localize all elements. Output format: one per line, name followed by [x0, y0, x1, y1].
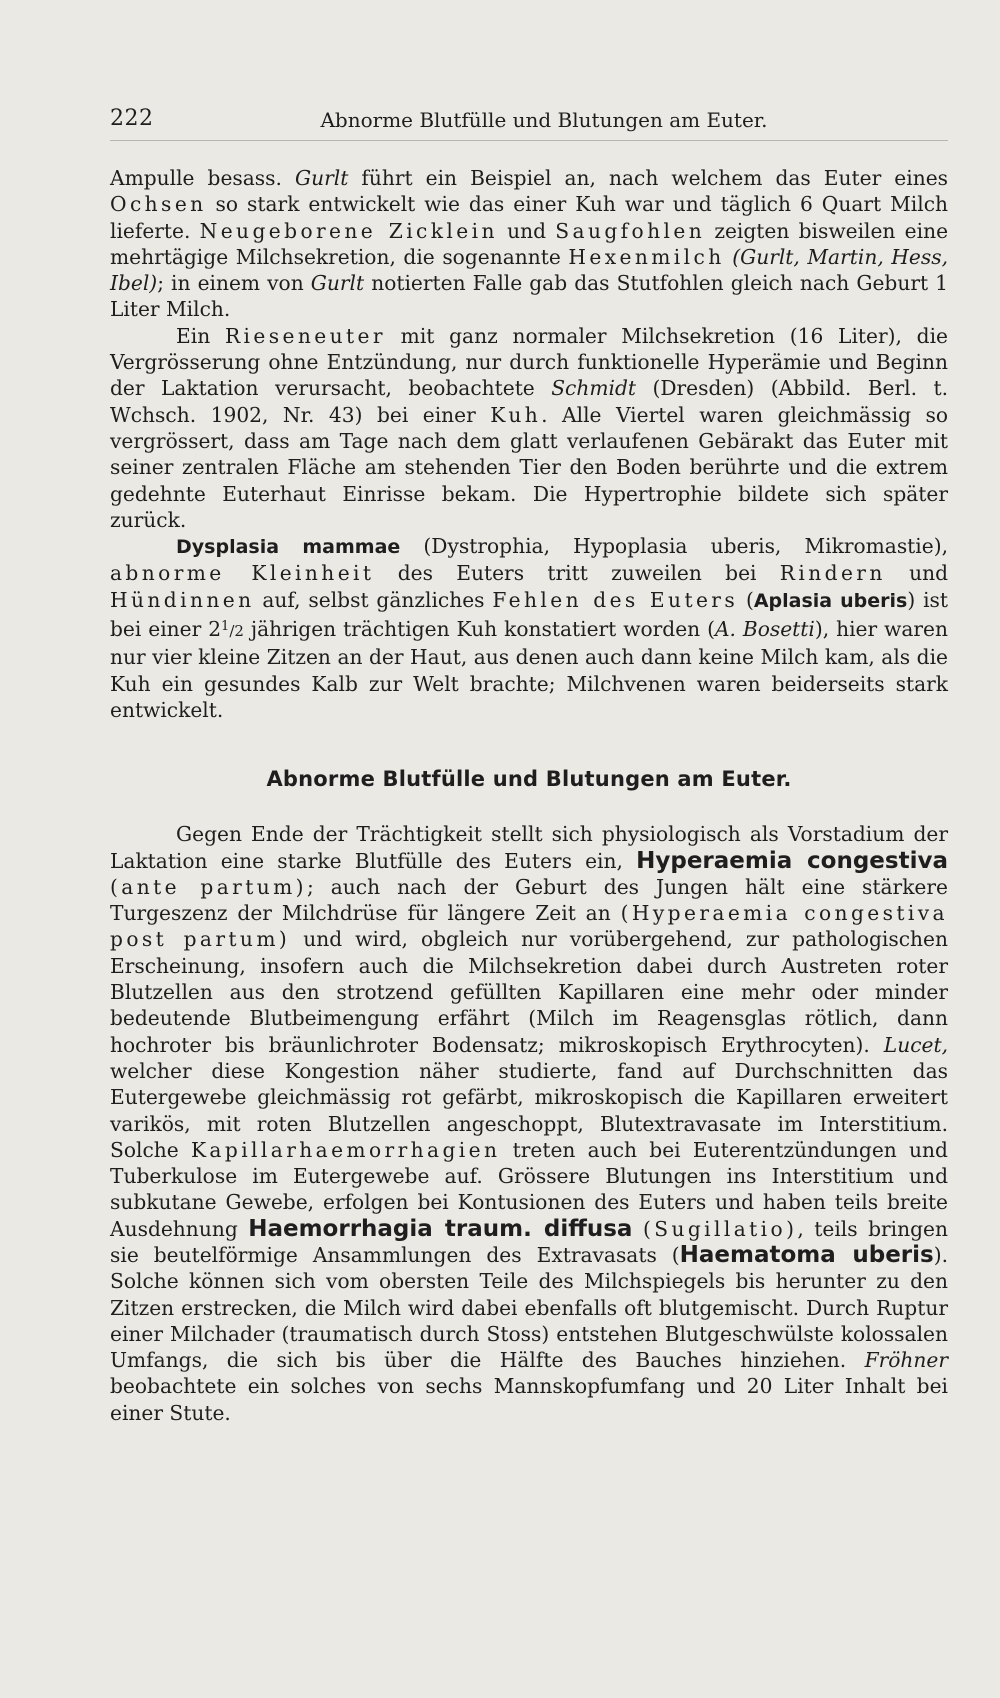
text-run: ). Solche können sich vom obersten Teile des Milchspiegels bis herunter zu den Zitzen erstrecken, die Milch wird dabei ebenfalls oft blutgemischt. Durch Ruptur einer Milchader (traumatisch durch Stoss) entstehen Blutgeschwülste kolossalen Umfangs, die sich bis über die Hälfte des Bauches hinziehen. — [110, 1242, 949, 1373]
text-run: Gegen Ende der Trächtigkeit stellt sich physiologisch als Vorstadium der Laktation eine starke Blutfülle des Euters ein, — [110, 822, 948, 873]
text-run: ), hier waren nur vier kleine Zitzen an der Haut, aus denen auch dann keine Milch kam, als die Kuh ein gesundes Kalb zur Welt brachte; Milchvenen waren beiderseits stark entwickelt. — [110, 617, 948, 722]
text-run: und — [497, 218, 556, 243]
bold-term: Haematoma uberis — [679, 1241, 934, 1268]
author-name: Fröhner — [864, 1348, 948, 1373]
fraction-whole: 2 — [208, 617, 222, 642]
text-run: des Euters tritt zuweilen bei — [374, 561, 780, 586]
spaced-term: Kuh — [490, 402, 542, 427]
author-name: A. Bosetti — [714, 617, 815, 642]
fraction-denominator: /2 — [229, 622, 244, 641]
text-run: (Dystrophia, Hypoplasia uberis, Mikromastie), — [400, 534, 948, 559]
text-run: führt ein Beispiel an, nach welchem das Euter eines — [348, 166, 949, 190]
paragraph-3 — [110, 533, 948, 723]
section-heading: Abnorme Blutfülle und Blutungen am Euter. — [266, 767, 792, 792]
fraction — [221, 619, 244, 641]
page-header — [110, 104, 948, 141]
spaced-term: Ochsen — [110, 192, 207, 217]
text-run: notierten Falle gab das Stutfohlen gleich nach Geburt 1 Liter Milch. — [110, 271, 948, 322]
text-run: und wird, obgleich nur vorübergehend, zur pathologischen Erscheinung, insofern auch die Milchsekretion dabei durch Austreten roter Blutzellen aus den strotzend gefüllten Kapillaren eine mehr oder minder bedeutende Blutbeimengung erfährt (Milch im Reagensglas rötlich, dann hochroter bis bräunlichroter Bodensatz; mikroskopisch Erythrocyten). — [110, 927, 949, 1057]
spaced-term: abnorme Kleinheit — [110, 561, 375, 586]
author-name: Gurlt — [294, 166, 349, 190]
text-run: zeigten bisweilen eine mehrtägige Milchsekretion, die sogenannte — [110, 218, 949, 269]
text-run: welcher diese Kongestion näher studierte, fand auf Durchschnitten das Eutergewebe gleichmässig rot gefärbt, mikroskopisch die Kapillaren erweitert varikös, mit roten Blutzellen angeschoppt, Blutextravasate im Interstitium. Solche — [110, 1058, 948, 1162]
text-run: beobachtete ein solches von sechs Mannskopfumfang und 20 Liter Inhalt bei einer Stute. — [110, 1374, 948, 1425]
bold-term: Dysplasia mammae — [176, 536, 401, 559]
bold-term: Haemorrhagia traum. diffusa — [248, 1215, 633, 1242]
text-run: ; in einem von — [157, 271, 311, 296]
running-title: Abnorme Blutfülle und Blutungen am Euter. — [320, 108, 768, 132]
spaced-term: Neugeborene Zicklein — [199, 218, 498, 243]
spaced-term: (ante partum) — [110, 874, 307, 899]
fraction-numerator: 1 — [221, 619, 230, 635]
spaced-term: Fehlen des Euters — [492, 587, 739, 612]
text-run: mit ganz normaler Milchsekretion (16 Liter), die Vergrösserung ohne Entzündung, nur durch funktionelle Hyperämie und Beginn der Laktation verursacht, beobachtete — [110, 323, 948, 401]
author-name: Schmidt — [551, 376, 636, 401]
text-run — [632, 1217, 642, 1241]
body-text — [110, 165, 948, 1426]
text-run: und — [885, 561, 948, 586]
spaced-term: (Sugillatio) — [642, 1216, 798, 1241]
text-run: Ampulle besass. — [110, 166, 295, 190]
spaced-term: Kapillarhaemorrhagien — [190, 1137, 501, 1162]
text-run: Ein — [176, 323, 225, 348]
page-number: 222 — [110, 106, 154, 131]
author-name: Lucet, — [883, 1032, 948, 1057]
spaced-term: Saugfohlen — [555, 218, 706, 243]
author-name: Gurlt — [310, 271, 365, 296]
spaced-term: Hündinnen — [110, 587, 255, 612]
paragraph-1 — [110, 165, 948, 323]
spaced-term: Hexenmilch — [568, 244, 725, 269]
text-run: jährigen trächtigen Kuh konstatiert worden ( — [243, 617, 715, 642]
text-run: treten auch bei Euterentzündungen und Tuberkulose im Eutergewebe auf. Grössere Blutungen ins Interstitium und subkutane Gewebe, erfolgen bei Kontusionen des Euters und haben teils breite Ausdehnung — [110, 1137, 948, 1241]
author-names: (Gurlt, Martin, Hess, Ibel) — [110, 244, 948, 296]
text-run: auf, selbst gänzliches — [254, 587, 493, 612]
spaced-term: Rindern — [779, 561, 886, 586]
text-run: ( — [738, 587, 754, 612]
text-run: ) ist bei einer — [110, 587, 948, 642]
paragraph-2 — [110, 323, 948, 533]
spaced-term: (Hyperaemia congestiva post partum) — [110, 901, 948, 952]
paragraph-4 — [110, 821, 948, 1426]
text-run: , teils bringen sie beutelförmige Ansammlungen des Extravasats ( — [110, 1216, 948, 1267]
bold-term: Aplasia uberis — [753, 589, 908, 612]
text-run: so stark entwickelt wie das einer Kuh war und täglich 6 Quart Milch lieferte. — [110, 192, 948, 243]
text-run: (Dresden) (Abbild. Berl. t. Wchsch. 1902, Nr. 43) bei einer — [110, 376, 949, 427]
spaced-term: Rieseneuter — [224, 323, 386, 348]
text-run: ; auch nach der Geburt des Jungen hält eine stärkere Turgeszenz der Milchdrüse für längere Zeit an — [110, 874, 948, 926]
text-run: . Alle Viertel waren gleichmässig so vergrössert, dass am Tage nach dem glatt verlaufenen Gebärakt das Euter mit seiner zentralen Fläche am stehenden Tier den Boden berührte und die extrem gedehnte Euterhaut Einrisse bekam. Die Hypertrophie bildete sich später zurück. — [110, 402, 949, 532]
bold-term: Hyperaemia congestiva — [636, 847, 948, 874]
